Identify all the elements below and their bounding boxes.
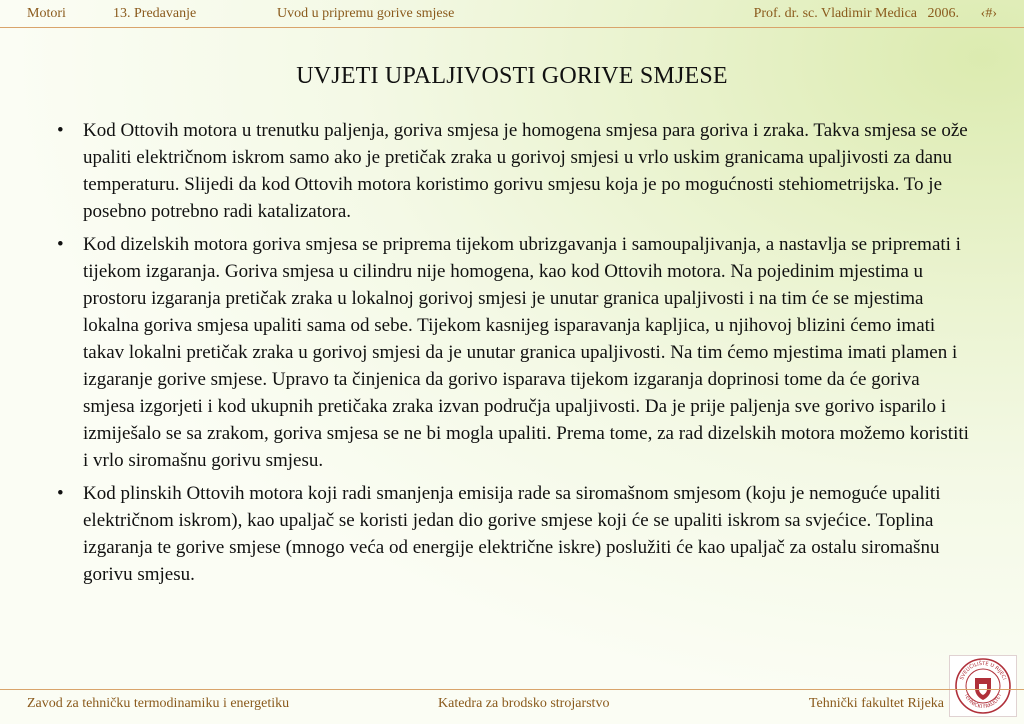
header-lecture: 13. Predavanje [113,6,197,21]
header-topic: Uvod u pripremu gorive smjese [277,6,455,21]
bullet-text: Kod dizelskih motora goriva smjesa se priprema tijekom ubrizgavanja i samoupaljivanja, a nastavlja se pripremati i tijekom izgaranja. Goriva smjesa u cilindru nije homogena, kao kod Ottovih motora. Na pojedinim mjestima u prostoru izgaranja pretičak zraka u lokalnoj gorivoj smjesi je unutar granica upaljivosti i na tim će se mjestima lokalna goriva smjesa upaliti sama od sebe. Tijekom kasnijeg isparavanja kapljica, u njihovoj blizini ćemo imati takav lokalni pretičak zraka u gorivoj smjesi da je unutar granica upaljivosti. Na tim ćemo mjestima imati plamen i izgaranje gorive smjese. Upravo ta činjenica da gorivo isparava tijekom izgaranja doprinosi tome da će goriva smjesa izgorjeti i kod ukupnih pretičaka zraka izvan područja upaljivosti. Da je prije paljenja sve gorivo isparilo i izmiješalo se sa zrakom, goriva smjesa se ne bi mogla upaliti. Prema tome, za rad dizelskih motora možemo koristiti i vrlo siromašnu gorivu smjesu. [83,234,969,471]
seal-top-text: SVEUČILIŠTE U RIJECI [959,660,1007,681]
bullet-item [55,480,975,588]
footer-faculty: Tehnički fakultet Rijeka [808,696,944,711]
bullet-text: Kod Ottovih motora u trenutku paljenja, goriva smjesa je homogena smjesa para goriva i zraka. Takva smjesa se ože upaliti električnom iskrom samo ako je pretičak zraka u gorivoj smjesi u vrlo uskim granicama upaljivosti za danu temperaturu. Slijedi da kod Ottovih motora koristimo gorivu smjesu koja je po mogućnosti stehiometrijska. To je posebno potrebno radi katalizatora. [83,120,968,222]
seal-bottom-text: TEHNIČKI FAKULTET [962,692,1004,711]
header-page-number: ‹#› [980,6,997,21]
slide-body [55,117,975,594]
bullet-item [55,117,975,225]
header-divider [0,27,1024,28]
bullet-text: Kod plinskih Ottovih motora koji radi smanjenja emisija rade sa siromašnom smjesom (koju je nemoguće upaliti električnom iskrom), kao upaljač se koristi jedan dio gorive smjese koji će se upaliti iskrom sa svjećice. Toplina izgaranja te gorive smjese (mnogo veća od energije električne iskre) poslužiti će kao upaljač za ostalu siromašnu gorivu smjesu. [83,483,941,585]
svg-text:SVEUČILIŠTE U RIJECI [959,660,1007,681]
bullet-item [55,231,975,474]
bullet-icon: • [57,234,64,255]
header-course: Motori [27,6,66,21]
footer-department: Katedra za brodsko strojarstvo [438,696,610,711]
bullet-icon: • [57,483,64,504]
slide-header [0,0,1024,27]
slide-footer [0,690,1024,724]
bullet-icon: • [57,120,64,141]
header-author-year: Prof. dr. sc. Vladimir Medica 2006. [753,6,959,21]
footer-institute: Zavod za tehničku termodinamiku i energetiku [27,696,290,711]
slide-title: UVJETI UPALJIVOSTI GORIVE SMJESE [296,63,728,89]
